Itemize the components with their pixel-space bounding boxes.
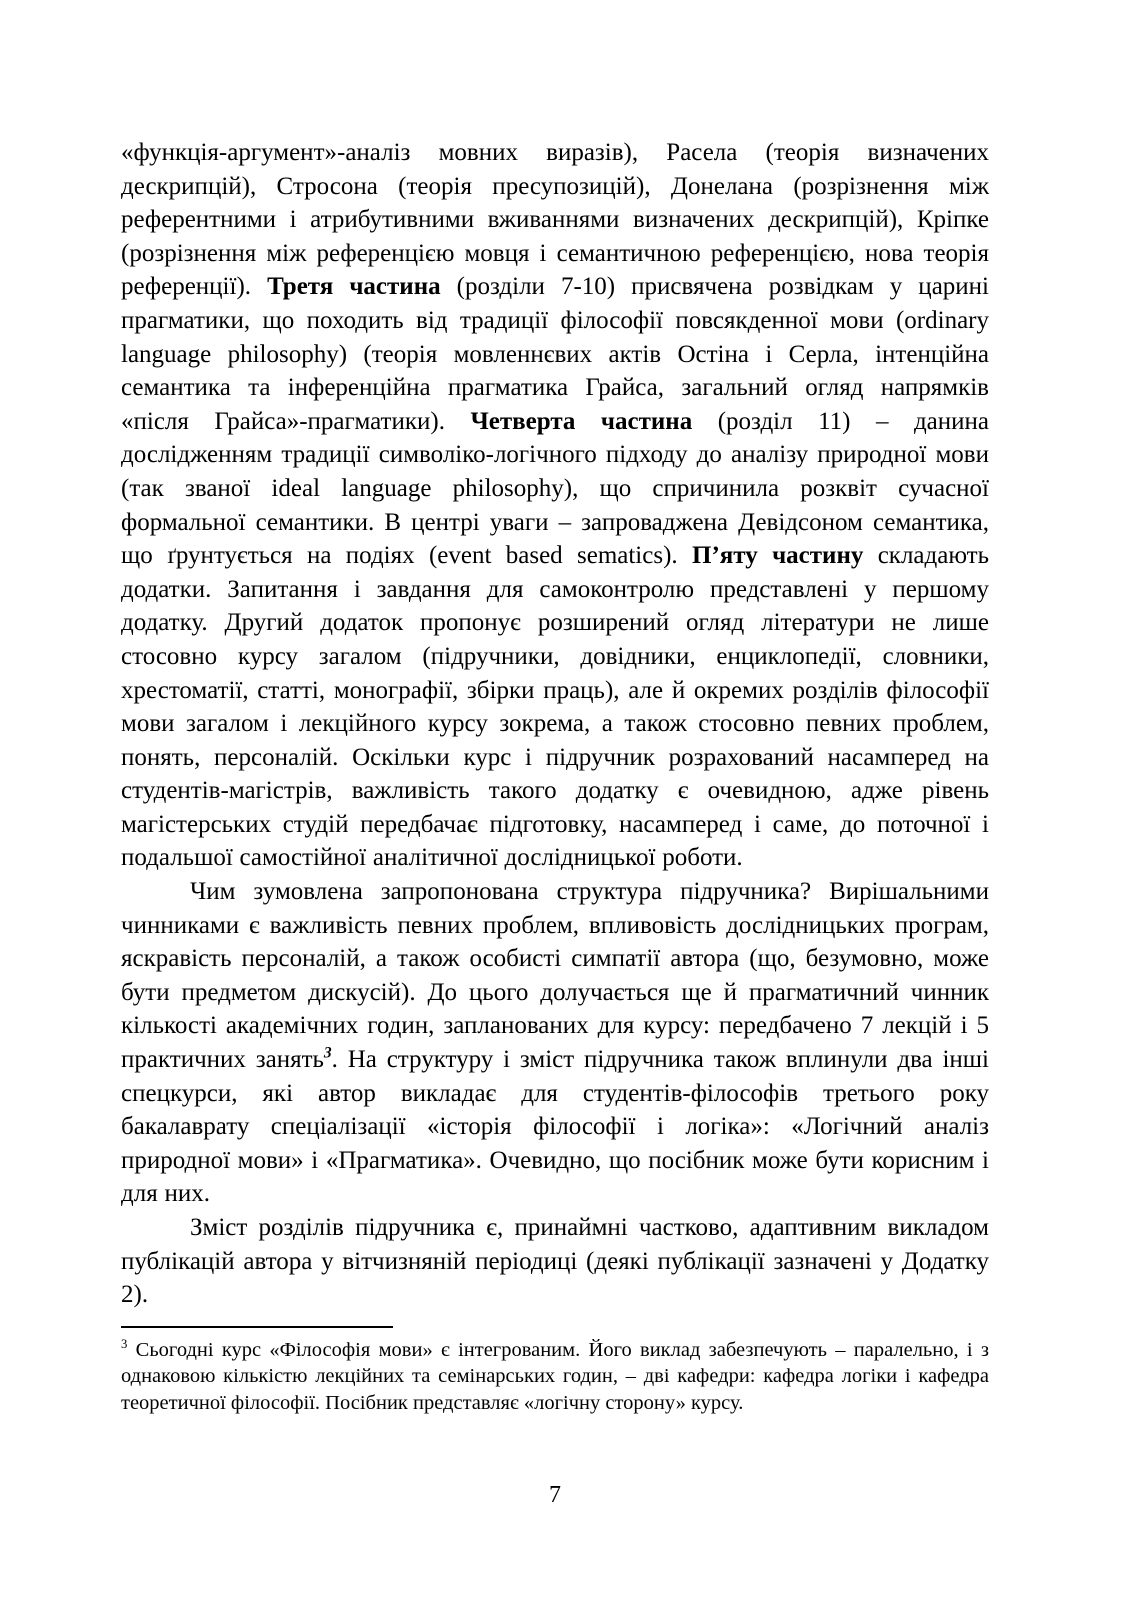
footnote-body: Сьогодні курс «Філософія мови» є інтегрованим. Його виклад забезпечують – паралельно, і з однаковою кількістю лекційних та семінарських годин, – дві кафедри: кафедра логіки і кафедра теоретичної філософії. Посібник представляє «логічну сторону» курсу. [121, 1338, 989, 1414]
bold-run-third-part: Третя частина [267, 273, 441, 301]
text-run: (розділи 7-10) присвячена розвідкам у царині прагматики, що походить від традиції філософії повсякденної мови (ordinary language philosophy) (теорія мовленнєвих актів Остіна і Серла, інтенційна семантика та інференційна прагматика Грайса, загальний огляд напрямків «після Грайса»-прагматики). [121, 273, 989, 435]
footnote-separator [121, 1326, 393, 1328]
text-run: (розділ 11) – данина дослідженням традиції символіко-логічного підходу до аналізу природної мови (так званої ideal language philosophy), що спричинила розквіт сучасної формальної семантики. В центрі уваги – запроваджена Девідсоном семантика, що ґрунтується на подіях (event based sematics). [121, 407, 990, 570]
footnote-marker-3: 3 [121, 1336, 128, 1351]
footnote-reference-3: 3 [323, 1044, 332, 1062]
paragraph-parts-overview [121, 136, 989, 875]
paragraph-content-adaptation [121, 1211, 989, 1312]
text-run: «функція-аргумент»-аналіз мовних виразів), Расела (теорія визначених дескрипцій), Стросона (теорія пресупозицій), Донелана (розрізнення між референтними і атрибутивними вживаннями визначених дескрипцій), Кріпке (розрізнення між референцією мовця і семантичною референцією, нова теорія референції). [121, 139, 989, 301]
paragraph-structure-rationale [121, 875, 989, 1211]
text-run: Чим зумовлена запропонована структура підручника? Вирішальними чинниками є важливість певних проблем, впливовість дослідницьких програм, яскравість персоналій, а також особисті симпатії автора (що, безумовно, може бути предметом дискусій). До цього долучається ще й прагматичний чинник кількості академічних годин, запланованих для курсу: передбачено 7 лекцій і 5 практичних занять [121, 878, 989, 1074]
text-run: Зміст розділів підручника є, принаймні частково, адаптивним викладом публікацій автора у вітчизняній періодиці (деякі публікації зазначені у Додатку 2). [121, 1214, 989, 1309]
footnote-text [121, 1337, 989, 1417]
text-run: . На структуру і зміст підручника також вплинули два інші спецкурси, які автор викладає для студентів-філософів третього року бакалаврату спеціалізації «історія філософії і логіка»: «Логічний аналіз природної мови» і «Прагматика». Очевидно, що посібник може бути корисним і для них. [121, 1046, 989, 1208]
text-run: складають додатки. Запитання і завдання для самоконтролю представлені у першому додатку. Другий додаток пропонує розширений огляд літератури не лише стосовно курсу загалом (підручники, довідники, енциклопедії, словники, хрестоматії, статті, монографії, збірки праць), але й окремих розділів філософії мови загалом і лекційного курсу зокрема, а також стосовно певних проблем, понять, персоналій. Оскільки курс і підручник розрахований насамперед на студентів-магістрів, важливість такого додатку є очевидною, адже рівень магістерських студій передбачає підготовку, насамперед і саме, до поточної і подальшої самостійної аналітичної дослідницької роботи. [121, 542, 990, 872]
bold-run-fifth-part: П’яту частину [692, 542, 864, 570]
footnote-area [121, 1326, 989, 1417]
bold-run-fourth-part: Четверта частина [470, 407, 693, 435]
page-number: 7 [549, 1482, 561, 1508]
